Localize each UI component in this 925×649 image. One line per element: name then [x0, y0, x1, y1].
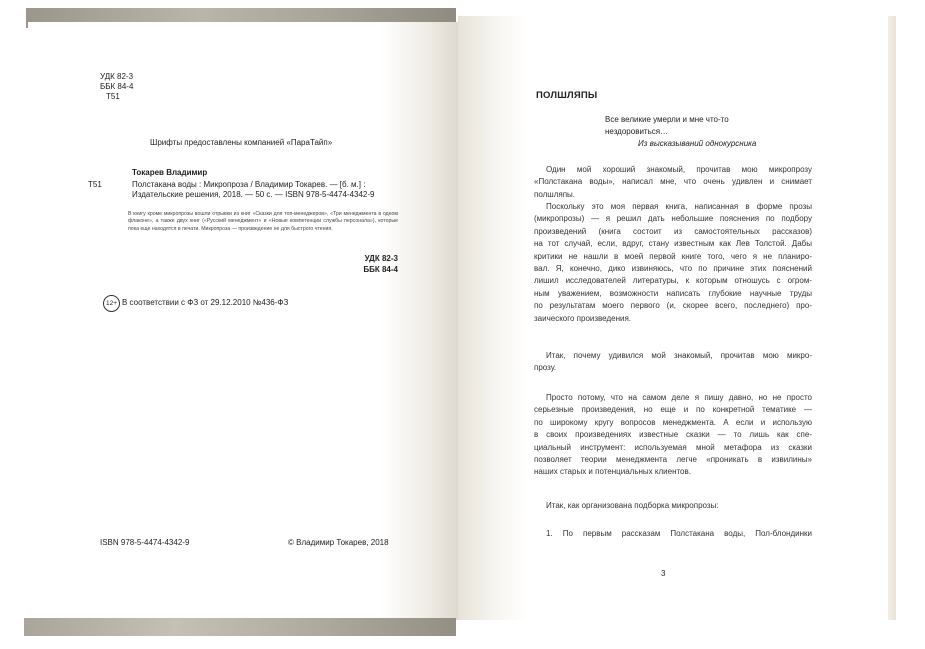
- epigraph-line: нездоровиться…: [605, 127, 669, 136]
- copyright: © Владимир Токарев, 2018: [288, 538, 389, 547]
- text-line: лишил исследователей литературы, к которым отношусь с огром-: [534, 276, 812, 286]
- text-line: 1. По первым рассказам Полстакана воды, Пол-блондинки: [546, 529, 812, 538]
- paragraph: [534, 500, 812, 512]
- text-line: Поскольку это моя первая книга, написанная в форме прозы: [546, 202, 812, 211]
- bbk-bold: ББК 84-4: [363, 264, 398, 274]
- annotation: В книгу кроме микропрозы вошли отрывки из книг «Сказки для топ-менеджеров», «Три менеджмента в одном флаконе», а также двух книг («Русский менеджмент» и «Новые компетенции службы персонала»), которые пока еще находятся в печати. Микропроза — произведение не для быстрого чтения.: [128, 211, 398, 232]
- catalog-code: Т51: [88, 180, 102, 189]
- text-line: Итак, как организована подборка микропрозы:: [546, 501, 719, 510]
- law-note: В соответствии с ФЗ от 29.12.2010 №436-ФЗ: [122, 298, 289, 307]
- text-line: ным уважением, возможности написать глубокие научные труды: [534, 288, 812, 298]
- classification-bold: [330, 254, 398, 275]
- text-line: Один мой хороший знакомый, прочитав мою микропрозу: [546, 165, 812, 174]
- paragraph: [534, 350, 812, 375]
- paragraph: [534, 392, 812, 479]
- epigraph: [605, 114, 729, 138]
- text-line: полшляпы.: [534, 189, 575, 199]
- page-number: 3: [661, 569, 666, 578]
- right-page-edge: [888, 16, 896, 620]
- bbk-code: ББК 84-4: [100, 82, 134, 91]
- text-line: на тот случай, если, вдруг, стану известным как Лев Толстой. Дабы: [534, 239, 812, 249]
- text-line: «Полстакана воды», написал мне, что очень удивлен и снимает: [534, 177, 812, 187]
- text-line: позволяет теории менеджмента легче «проникать в извилины»: [534, 455, 812, 465]
- text-line: заического произведения.: [534, 313, 632, 323]
- text-line: по результатам моего первого (и, скорее всего, последнего) про-: [534, 301, 812, 311]
- age-rating-badge: 12+: [103, 295, 120, 312]
- bibliographic-line: Издательские решения, 2018. — 50 с. — ISBN 978-5-4474-4342-9: [132, 190, 375, 199]
- chapter-title: ПОЛШЛЯПЫ: [536, 90, 598, 101]
- epigraph-line: Все великие умерли и мне что-то: [605, 115, 729, 124]
- text-line: Итак, почему удивился мой знакомый, прочитав мою микро-: [546, 351, 812, 360]
- paragraph: [534, 528, 812, 540]
- author-mark: Т51: [106, 92, 120, 101]
- text-line: наших старых и потенциальных клиентов.: [534, 467, 691, 477]
- text-line: (микропрозы) — я решил дать небольшие пояснения по подбору: [534, 214, 812, 224]
- text-line: прозу.: [534, 363, 557, 373]
- book-bottom-edge: [24, 618, 456, 636]
- bibliographic-line: Полстакана воды : Микропроза / Владимир Токарев. — [б. м.] :: [132, 180, 366, 189]
- text-line: серьезные произведения, но еще и по конкретной тематике —: [534, 405, 812, 415]
- text-line: по широкому кругу вопросов менеджмента. А если и использую: [534, 417, 812, 427]
- udk-code: УДК 82-3: [100, 72, 134, 81]
- paragraph: [534, 164, 812, 201]
- epigraph-source: Из высказываний однокурсника: [638, 139, 757, 148]
- bibliographic-record: [132, 180, 375, 200]
- paragraph: [534, 201, 812, 325]
- isbn: ISBN 978-5-4474-4342-9: [100, 538, 190, 547]
- classification-block: [100, 72, 133, 102]
- text-line: критики не нашли в моей первой книге того, чего я не планиро-: [534, 251, 812, 261]
- left-page: [28, 22, 458, 620]
- udk-bold: УДК 82-3: [364, 254, 398, 263]
- fonts-note: Шрифты предоставлены компанией «ПараТайп»: [150, 138, 333, 147]
- text-line: в своих произведениях известные сказки — то лишь как спе-: [534, 430, 812, 440]
- text-line: вал. Я, конечно, дико извиняюсь, что по причине этих пояснений: [534, 264, 812, 274]
- text-line: циальный инструмент: используемая мной метафора из сказки: [534, 442, 812, 452]
- author-name: Токарев Владимир: [132, 168, 208, 177]
- text-line: произведений (книга состоит из самостоятельных рассказов): [534, 226, 812, 236]
- text-line: Просто потому, что на самом деле я пишу давно, но не просто: [546, 393, 812, 402]
